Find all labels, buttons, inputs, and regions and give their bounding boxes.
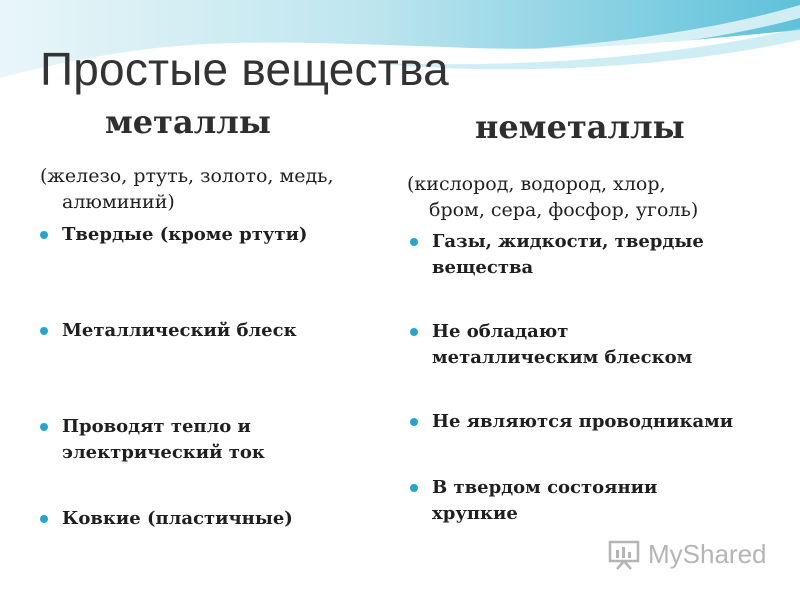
page-title: Простые вещества [40, 43, 449, 95]
metals-bullet-luster: Металлический блеск [40, 318, 372, 344]
presentation-board-icon [608, 538, 642, 570]
metals-examples [40, 163, 370, 215]
nonmetals-bullet-nonconductor: Не являются проводниками [410, 409, 792, 435]
nonmetals-examples [407, 171, 747, 223]
watermark-text: MyShared [648, 538, 767, 569]
metals-heading: металлы [105, 103, 271, 141]
myshared-watermark [608, 538, 767, 570]
metals-bullet-malleable: Ковкие (пластичные) [40, 506, 372, 532]
metals-examples-line1: (железо, ртуть, золото, медь, [40, 165, 334, 187]
nonmetals-bullet-brittle: В твердом состоянии хрупкие [410, 475, 732, 527]
nonmetals-heading: неметаллы [475, 108, 685, 146]
nonmetals-bullet-states: Газы, жидкости, твердые вещества [410, 229, 732, 281]
nonmetals-bullet-no-luster: Не обладают металлическим блеском [410, 319, 732, 371]
metals-bullet-conductivity: Проводят тепло и электрический ток [40, 414, 312, 466]
metals-bullet-hardness: Твердые (кроме ртути) [40, 222, 372, 248]
nonmetals-examples-line2: бром, сера, фосфор, уголь) [429, 199, 699, 221]
nonmetals-examples-line1: (кислород, водород, хлор, [407, 173, 666, 195]
metals-examples-line2: алюминий) [62, 191, 175, 213]
